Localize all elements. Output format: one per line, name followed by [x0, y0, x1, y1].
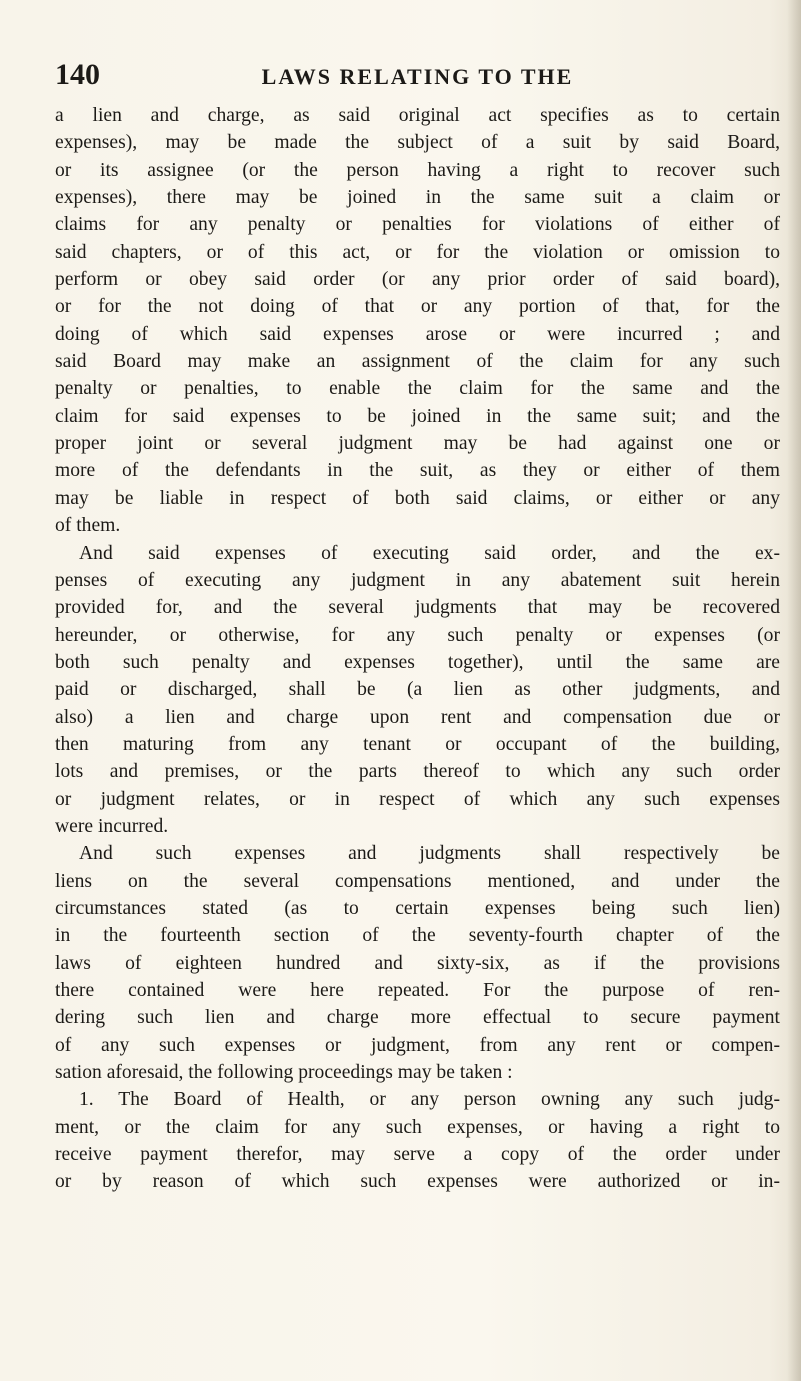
text-line: expenses), may be made the subject of a suit by said Board, [55, 132, 780, 154]
text-line: of them. [55, 515, 121, 537]
text-line: ment, or the claim for any such expenses, or having a right to [55, 1116, 780, 1138]
text-line: liens on the several compensations mentioned, and under the [55, 870, 780, 892]
text-line: claim for said expenses to be joined in the same suit; and the [55, 405, 780, 427]
text-line: provided for, and the several judgments that may be recovered [55, 597, 780, 619]
text-line: sation aforesaid, the following proceedings may be taken : [55, 1062, 513, 1084]
text-line: then maturing from any tenant or occupant of the building, [55, 733, 780, 755]
text-line: were incurred. [55, 815, 169, 837]
text-line: may be liable in respect of both said claims, or either or any [55, 487, 780, 509]
text-line: dering such lien and charge more effectual to secure payment [55, 1007, 780, 1029]
text-line: said chapters, or of this act, or for the violation or omission to [55, 241, 780, 263]
text-line: also) a lien and charge upon rent and compensation due or [55, 706, 780, 728]
text-line: perform or obey said order (or any prior order of said board), [55, 269, 780, 291]
text-line: proper joint or several judgment may be had against one or [55, 433, 780, 455]
page-edge-shadow [787, 0, 801, 1381]
text-line: of any such expenses or judgment, from any rent or compen- [55, 1034, 780, 1056]
text-line: penses of executing any judgment in any abatement suit herein [55, 569, 780, 591]
text-line: there contained were here repeated. For the purpose of ren- [55, 980, 780, 1001]
text-line: receive payment therefor, may serve a copy of the order under [55, 1144, 780, 1166]
text-line: circumstances stated (as to certain expenses being such lien) [55, 897, 780, 919]
text-line: expenses), there may be joined in the same suit a claim or [55, 187, 780, 209]
text-line: or its assignee (or the person having a right to recover such [55, 159, 780, 181]
text-line: more of the defendants in the suit, as they or either of them [55, 460, 780, 482]
text-line: lots and premises, or the parts thereof to which any such order [55, 761, 780, 783]
text-line: paid or discharged, shall be (a lien as other judgments, and [55, 679, 780, 701]
text-line: said Board may make an assignment of the claim for any such [55, 351, 780, 373]
text-line: or judgment relates, or in respect of which any such expenses [55, 788, 780, 810]
page-header [55, 58, 780, 98]
text-line: claims for any penalty or penalties for violations of either of [55, 214, 780, 236]
text-line: or by reason of which such expenses were authorized or in- [55, 1171, 780, 1193]
text-line: laws of eighteen hundred and sixty-six, as if the provisions [55, 952, 780, 974]
body-text [55, 102, 780, 1196]
text-line: And said expenses of executing said order, and the ex- [79, 542, 780, 564]
text-line: doing of which said expenses arose or were incurred ; and [55, 323, 780, 345]
text-line: in the fourteenth section of the seventy-fourth chapter of the [55, 925, 780, 947]
text-line: And such expenses and judgments shall respectively be [79, 843, 780, 865]
text-line: both such penalty and expenses together), until the same are [55, 651, 780, 673]
text-line: a lien and charge, as said original act specifies as to certain [55, 105, 780, 126]
page-number: 140 [55, 58, 100, 91]
text-line: or for the not doing of that or any portion of that, for the [55, 296, 780, 318]
text-line: penalty or penalties, to enable the claim for the same and the [55, 378, 780, 400]
text-line: hereunder, or otherwise, for any such penalty or expenses (or [55, 624, 780, 646]
text-line: 1. The Board of Health, or any person owning any such judg- [79, 1089, 780, 1111]
running-head: LAWS RELATING TO THE [261, 64, 574, 89]
